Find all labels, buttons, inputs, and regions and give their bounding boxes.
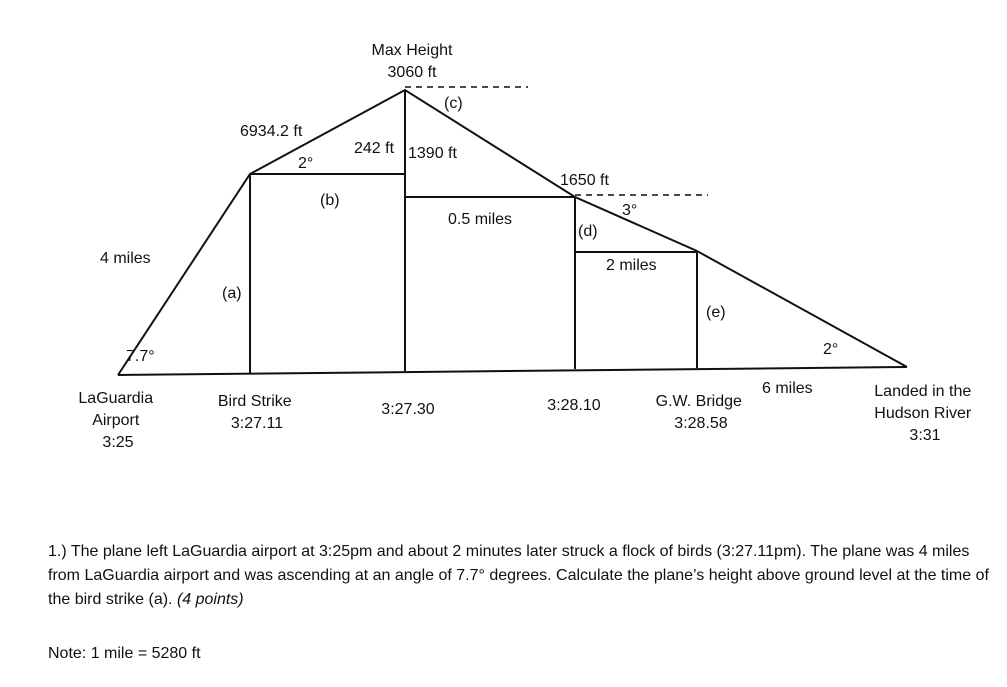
landed-label: Landed in the Hudson River 3:31 [874, 383, 972, 444]
label-b: (b) [320, 192, 340, 209]
label-2miles: 2 miles [606, 257, 657, 274]
angle-2-bottom: 2° [823, 341, 839, 358]
label-6miles: 6 miles [762, 380, 813, 397]
bird-strike-label: Bird Strike 3:27.11 [217, 393, 292, 432]
segment-1390: 1390 ft [408, 145, 457, 162]
max-height-label: Max Height [371, 42, 453, 59]
question-1 [48, 540, 993, 612]
angle-77: 7.7° [126, 348, 155, 365]
label-a: (a) [222, 285, 242, 302]
segment-6934: 6934.2 ft [240, 123, 303, 140]
flight-path [118, 90, 907, 375]
label-4miles: 4 miles [100, 250, 151, 267]
laguardia-label: LaGuardia Airport 3:25 [78, 390, 154, 451]
label-c: (c) [444, 95, 463, 112]
question-text: 1.) The plane left LaGuardia airport at 3:25pm and about 2 minutes later struck a flock of birds (3:27.11pm). The plane was 4 miles from LaGuardia airport and was ascending at an angle of 7.7° degrees. Calculate the plane’s height above ground level at the time of the bird strike (a). [48, 543, 989, 608]
question-points: (4 points) [176, 591, 244, 608]
segment-242: 242 ft [354, 140, 395, 157]
max-height-value: 3060 ft [387, 64, 437, 81]
angle-2-top: 2° [298, 155, 314, 172]
label-e: (e) [706, 304, 726, 321]
ground-line [118, 367, 907, 375]
time-32730: 3:27.30 [381, 401, 435, 418]
time-32810: 3:28.10 [547, 397, 601, 414]
label-1650: 1650 ft [560, 172, 609, 189]
conversion-note: Note: 1 mile = 5280 ft [48, 645, 201, 662]
label-05miles: 0.5 miles [448, 211, 513, 228]
label-d: (d) [578, 223, 598, 240]
angle-3: 3° [622, 202, 638, 219]
gw-bridge-label: G.W. Bridge 3:28.58 [655, 393, 742, 432]
